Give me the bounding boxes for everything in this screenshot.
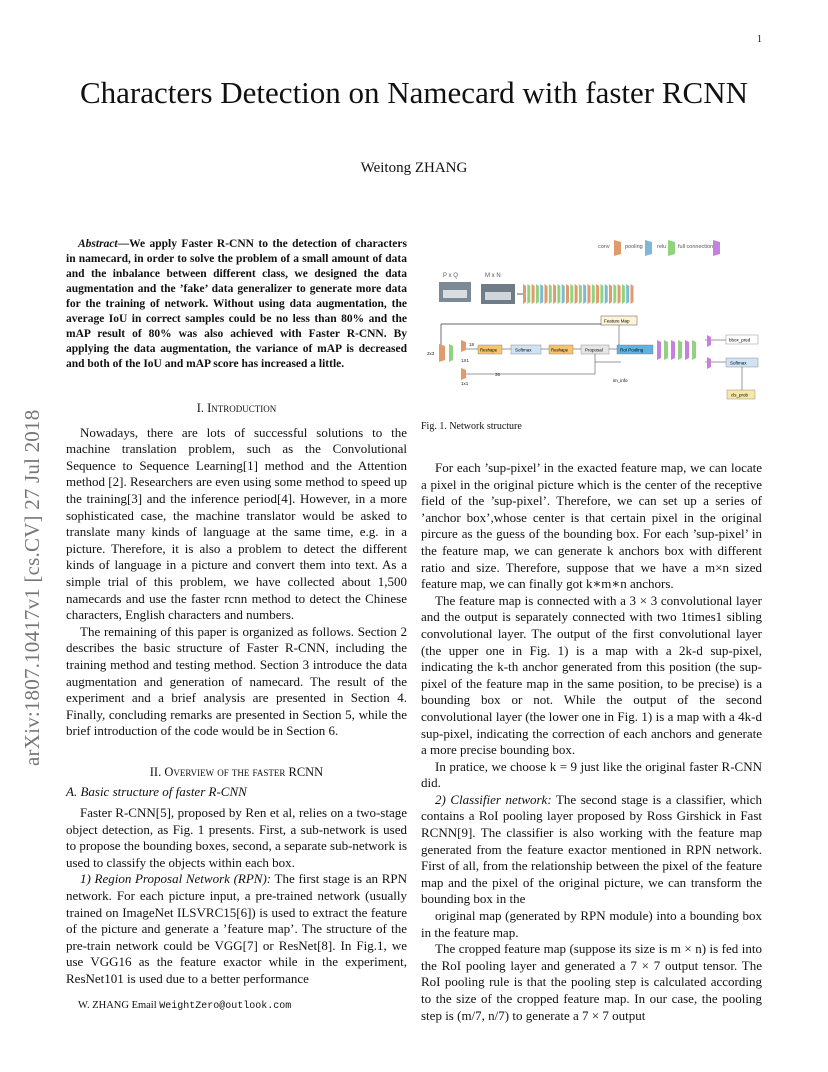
fc-bbox [707, 335, 711, 347]
softmax-label-right: Softmax [730, 360, 747, 366]
vgg-layer-relu [600, 284, 603, 304]
vgg-layer-relu [622, 284, 625, 304]
legend-conv-label: conv [598, 244, 610, 250]
vgg-layer-relu [613, 284, 616, 304]
conv-3x3-label: 3x3 [427, 351, 435, 356]
fc-layer-relu [678, 340, 682, 360]
vgg-layer-conv [596, 284, 599, 304]
arxiv-stamp [20, 286, 50, 766]
vgg-layer-conv [532, 284, 535, 304]
author: Weitong ZHANG [360, 160, 468, 176]
fc-layer-fc [657, 340, 661, 360]
car-shape-icon [443, 290, 467, 298]
conv-18-label: 18 [469, 342, 475, 347]
vgg-layer-relu [527, 284, 530, 304]
abstract-label: Abstract [78, 238, 118, 250]
section-heading-intro: I. Introduction [196, 401, 277, 415]
softmax-label-mid: Softmax [515, 347, 532, 353]
rpn-conv-cls [461, 340, 466, 352]
vgg-layer-relu [549, 284, 552, 304]
car-shape-icon [485, 292, 511, 300]
conv-36-label: 36 [495, 372, 501, 377]
figure-caption: Fig. 1. Network structure [421, 421, 522, 432]
classifier-paragraph [421, 792, 762, 908]
vgg-layer-pooling [583, 284, 586, 304]
legend-pooling-swatch [645, 240, 652, 256]
right-paragraph-5: The cropped feature map (suppose its size is m × n) is fed into the RoI pooling layer and generated a 7 × 7 output tensor. The RoI pooling rule is that the pooling step is calculated according to the size of the cropped feature map. In our case, the pooling step is (m/7, n/7) to generate a 7 × 7 output [421, 941, 762, 1023]
proposal-label: Proposal [585, 347, 603, 353]
legend-pooling-label: pooling [625, 244, 643, 250]
vgg-layer-relu [579, 284, 582, 304]
network-diagram [421, 232, 766, 404]
im-info-label: im_info [613, 378, 628, 383]
right-column [421, 460, 762, 1024]
classifier-label: 2) Classifier network: [435, 791, 552, 807]
left-column [66, 237, 407, 988]
legend-relu-label: relu [657, 244, 667, 250]
fc-layer-fc [685, 340, 689, 360]
vgg-layer-pooling [626, 284, 629, 304]
reshape-label-2: Reshape [551, 347, 569, 353]
fc-layer-relu [664, 340, 668, 360]
abstract [66, 237, 407, 372]
footer-email: WeightZero@outlook.com [159, 1001, 292, 1012]
page-number: 1 [757, 34, 762, 45]
vgg-layer-conv [545, 284, 548, 304]
vgg-layer-conv [618, 284, 621, 304]
reshape-label-1: Reshape [480, 347, 498, 353]
bbox-pred-label: bbox_pred [729, 337, 751, 343]
classifier-text: The second stage is a classifier, which contains a RoI pooling layer proposed by Ross Girshick in Fast RCNN[9]. The classifier is also working with the feature map generated from the feature exactor mentioned in RPN network. First of all, from the relationship between the pixel of the feature map and the pixel of the original picture, we can transform the bounding box in the [421, 791, 763, 907]
footer-text: W. ZHANG Email [78, 1000, 160, 1011]
rpn-relu [449, 344, 453, 362]
network-structure-figure [421, 232, 766, 404]
vgg-layer-pooling [540, 284, 543, 304]
vgg-layer-stack [523, 284, 634, 304]
abstract-text: —We apply Faster R-CNN to the detection of characters in namecard, in order to solve the problem of a small amount of data and the inbalance between different class, we designed the data augmentation and the ’fake’ data generalizer to generate more data for the training of network. Without using data augmentation, the average IoU in correct samples could be no less than 80% and the mAP result of 80% was also achieved with Faster R-CNN. By applying the data augmentation, the variance of mAP is decreased and both of the IoU and mAP score has increased a little. [66, 238, 407, 370]
pxq-label: P x Q [443, 273, 458, 279]
vgg-layer-conv [553, 284, 556, 304]
arxiv-stamp-text: arXiv:1807.10417v1 [cs.CV] 27 Jul 2018 [20, 409, 44, 766]
vgg-layer-conv [566, 284, 569, 304]
legend-fc-label: full connection [678, 244, 714, 250]
intro-paragraph-2: The remaining of this paper is organized as follows. Section 2 describes the basic structure of Faster R-CNN, including the training method and testing method. Section 3 introduce the data augmentation and generation of namecard. The result of the experiment and a brief analysis are presented in Section 4. Finally, concluding remarks are presented in Section 5, while the brief introduction of the code would be in Section 6. [66, 623, 407, 739]
vgg-layer-conv [588, 284, 591, 304]
fc-layer-relu [692, 340, 696, 360]
legend-relu-swatch [668, 240, 675, 256]
overview-paragraph-1: Faster R-CNN[5], proposed by Ren et al, relies on a two-stage object detection, as Fig. 1 presents. First, a sub-network is used to propose the bounding boxes, second, a separate sub-network is used to classify the objects within each box. [66, 805, 407, 870]
rpn-conv-reg [461, 368, 466, 380]
feature-map-label: Feature Map [604, 318, 630, 324]
vgg-layer-pooling [562, 284, 565, 304]
rpn-paragraph [66, 871, 407, 987]
roi-pooling-label: RoI Pooling [620, 347, 644, 353]
vgg-layer-conv [609, 284, 612, 304]
mxn-label: M x N [485, 273, 501, 279]
conv-1x1-lower-label: 1x1 [461, 381, 469, 386]
vgg-layer-conv [575, 284, 578, 304]
rpn-label: 1) Region Proposal Network (RPN): [80, 871, 272, 887]
conv-1x1-upper-label: 1X1 [461, 358, 470, 363]
subsection-heading-a: A. Basic structure of faster R-CNN [66, 784, 247, 800]
fc-layer-fc [671, 340, 675, 360]
right-paragraph-3: In pratice, we choose k = 9 just like the original faster R-CNN did. [421, 758, 762, 791]
vgg-layer-relu [592, 284, 595, 304]
fc-layer-stack [657, 340, 696, 360]
cls-prob-label: cls_prob [731, 392, 749, 398]
right-paragraph-1: For each ’sup-pixel’ in the exacted feature map, we can locate a pixel in the original picture which is the center of the receptive field of the ’sup-pixel’. Therefore, we can set up a series of ’anchor box’,whose center is that certain pixel in the original pircure as the guess of the bounding box. For each ’sup-pixel’ in the feature map, we can generate k anchors box with different ratio and size. Therefore, suppose that we have a m×n sized feature map, we can finally got k∗m∗n anchors. [421, 460, 762, 592]
paper-title: Characters Detection on Namecard with faster RCNN [80, 75, 748, 110]
vgg-layer-relu [557, 284, 560, 304]
intro-paragraph-1: Nowadays, there are lots of successful solutions to the machine translation problem, such as the Convolutional Sequence to Sequence Learning[1] method and the Attention method [2]. Researchers are even using some method to speed up the training[3] and the inference period[4]. However, in a more sophisticated case, the machine translator would be asked to translate many kinds of language at the same time, e.g. in a picture. Therefore, it is also a problem to detect the different kinds of language in a picture and convert them into text. As a simple trial of this problem, we have collected about 1,500 namecards and use the faster rcnn method to detect the Chinese characters, English characters and numbers. [66, 424, 407, 623]
legend-fc-swatch [713, 240, 720, 256]
right-paragraph-4: original map (generated by RPN module) into a bounding box in the feature map. [421, 908, 762, 940]
vgg-layer-pooling [605, 284, 608, 304]
vgg-layer-conv [631, 284, 634, 304]
footer [78, 1000, 291, 1012]
section-heading-overview: II. Overview of the faster RCNN [149, 764, 324, 779]
right-paragraph-2: The feature map is connected with a 3 × 3 convolutional layer and the output is separately connected with two 1times1 sibling convolutional layer. The output of the first convolutional layer (the upper one in Fig. 1) is a map with a 2k-d sup-pixel, indicating the k-th anchor generated from this position (the sup-pixel of the feature map in the same position, to be precise) is a bounding box or not. While the output of the second convolutional layer (the lower one in Fig. 1) is a map with a 4k-d sup-pixel, indicating the correction of each anchors and generate a more precise bounding box. [421, 592, 762, 758]
vgg-layer-conv [523, 284, 526, 304]
rpn-conv-3x3 [439, 344, 445, 362]
rpn-text: The first stage is an RPN network. For each picture input, a pre-trained network (usually trained on ImageNet ILSVRC15[6]) is used to extract the feature of the picture and generate a ’feature map’. The structure of the pre-train network could be VGG[7] or ResNet[8]. In Fig.1, we use VGG16 as the feature exactor while in the experiment, ResNet101 is used due to a better performance [66, 871, 408, 986]
legend-conv-swatch [614, 240, 621, 256]
vgg-layer-relu [536, 284, 539, 304]
fc-cls [707, 357, 711, 369]
vgg-layer-relu [570, 284, 573, 304]
